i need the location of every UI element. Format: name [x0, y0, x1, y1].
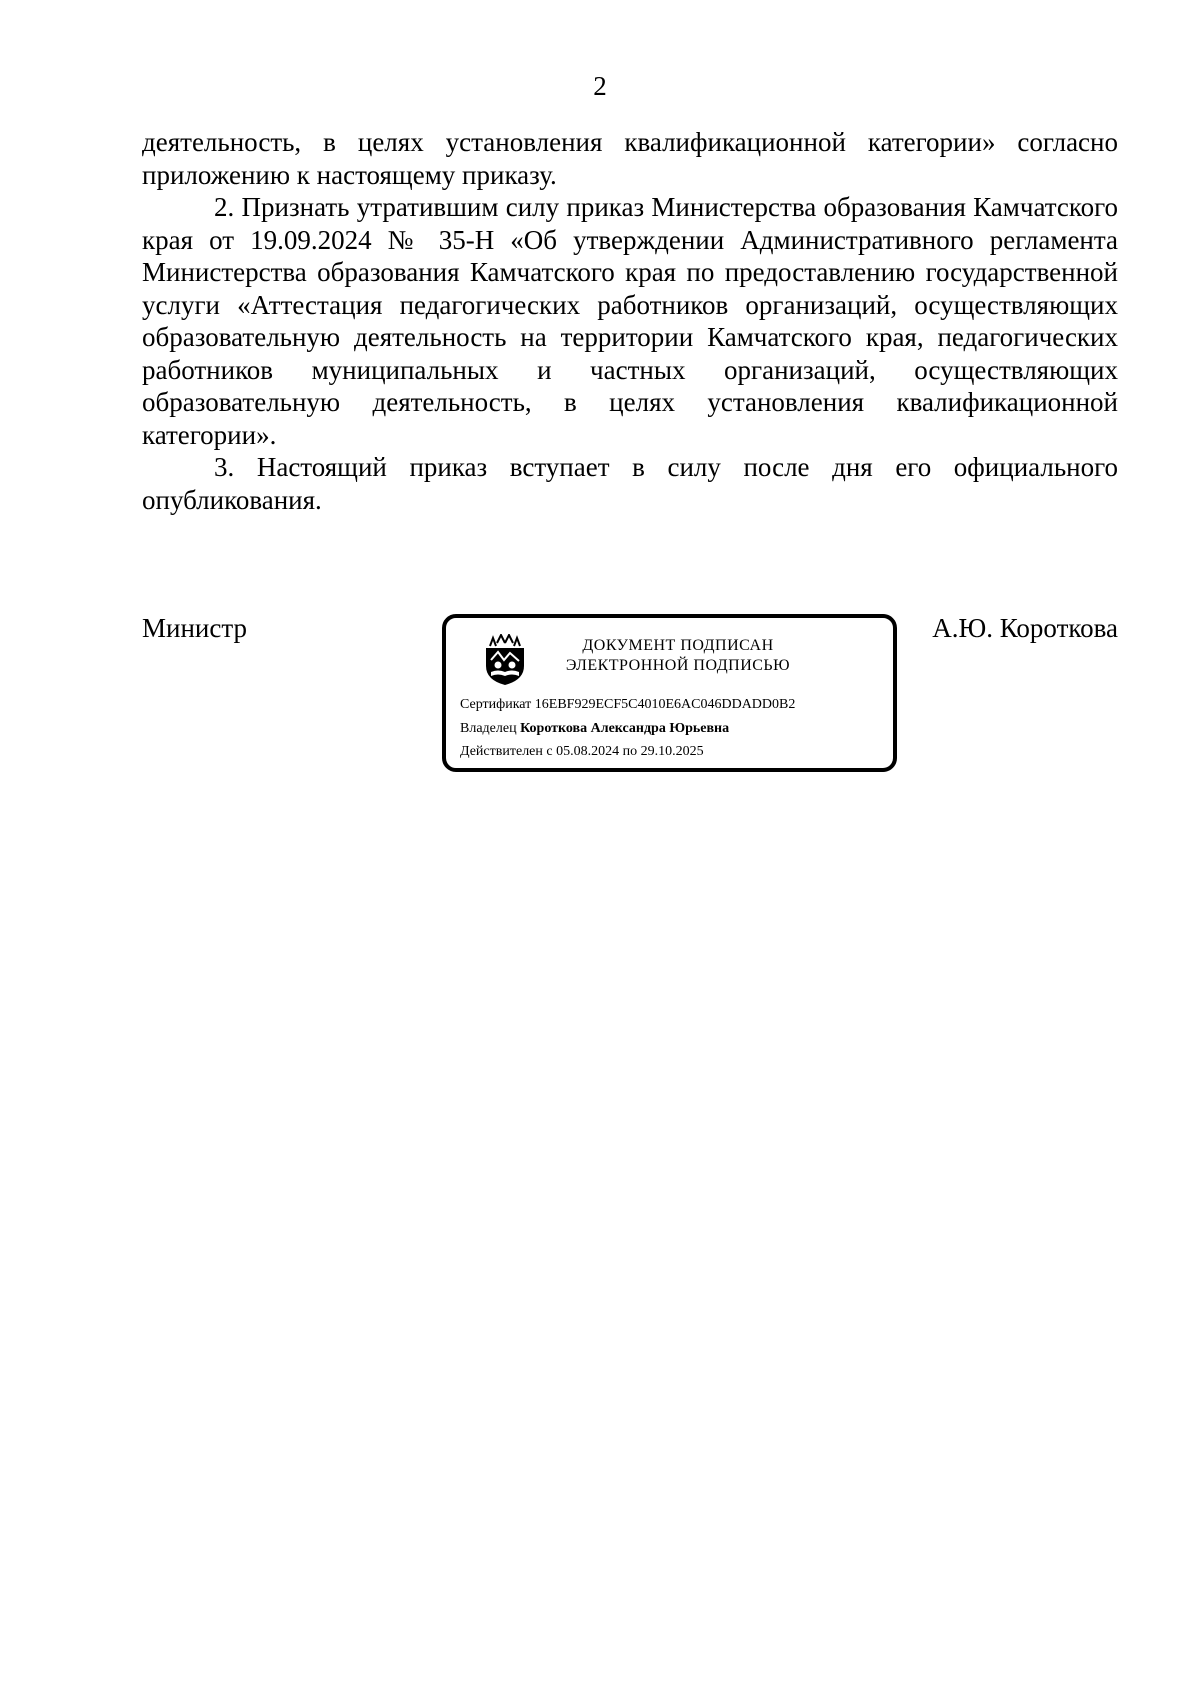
valid-from-label: Действителен с	[460, 744, 553, 759]
paragraph-item-2: 2. Признать утратившим силу приказ Министерства образования Камчатского края от 19.09.2024 № 35-Н «Об утверждении Административного регламента Министерства образования Камчатского края по предоставлению государственной услуги «Аттестация педагогических работников организаций, осуществляющих образовательную деятельность на территории Камчатского края, педагогических работников муниципальных и частных организаций, осуществляющих образовательную деятельность, в целях установления квалификационной категории».	[142, 192, 1118, 450]
valid-to-label: по	[622, 744, 638, 759]
certificate-line	[460, 696, 795, 714]
stamp-heading	[558, 636, 798, 676]
owner-label: Владелец	[460, 721, 517, 736]
stamp-heading-line-1: ДОКУМЕНТ ПОДПИСАН	[582, 637, 774, 654]
signatory-name: А.Ю. Короткова	[932, 613, 1118, 643]
validity-line	[460, 743, 704, 761]
paragraph-item-3: 3. Настоящий приказ вступает в силу после дня его официального опубликования.	[142, 452, 1118, 515]
electronic-signature-stamp	[442, 614, 897, 772]
stamp-heading-line-2: ЭЛЕКТРОННОЙ ПОДПИСЬЮ	[565, 657, 791, 674]
owner-line	[460, 720, 729, 738]
certificate-label: Сертификат	[460, 697, 532, 712]
certificate-value: 16EBF929ECF5C4010E6AC046DDADD0B2	[534, 697, 796, 712]
signatory-title: Министр	[142, 613, 247, 643]
document-body	[142, 126, 1118, 516]
page-number: 2	[593, 71, 607, 101]
valid-from-date: 05.08.2024	[556, 744, 620, 759]
valid-to-date: 29.10.2025	[640, 744, 704, 759]
owner-value: Короткова Александра Юрьевна	[520, 721, 730, 736]
coat-of-arms-icon	[482, 634, 528, 686]
paragraph-continuation: деятельность, в целях установления квалификационной категории» согласно приложению к настоящему приказу.	[142, 127, 1118, 190]
